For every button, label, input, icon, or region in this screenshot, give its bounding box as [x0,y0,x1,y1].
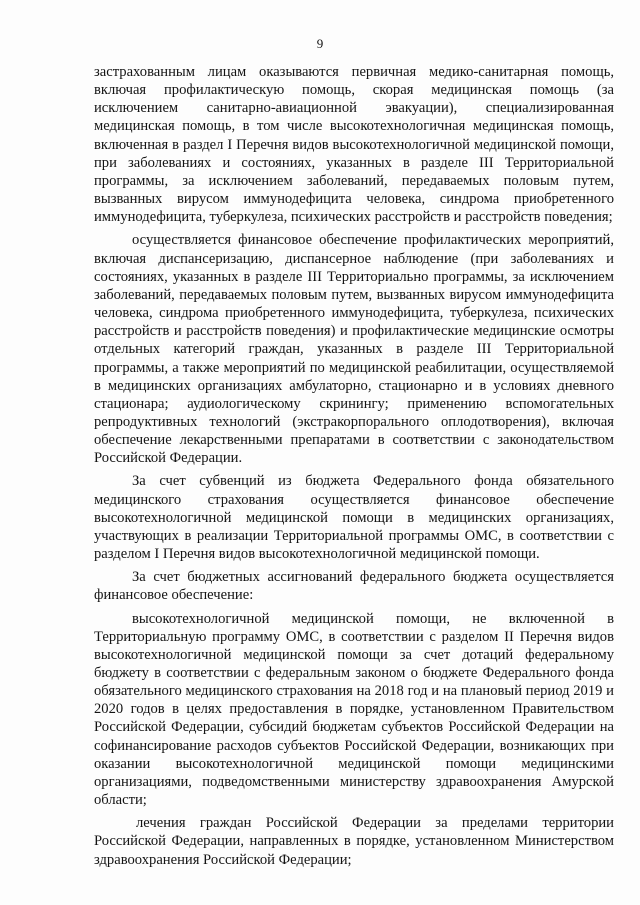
paragraph-high-tech-care: высокотехнологичной медицинской помощи, не включенной в Территориальную программу ОМС, в соответствии с разделом II Перечня видов высокотехнологичной медицинской помощи за счет дотаций федеральному бюджету в соответствии с федеральным законом о бюджете Федерального фонда обязательного медицинского страхования на 2018 год и на плановый период 2019 и 2020 годов в целях предоставления в порядке, установленном Правительством Российской Федерации, субсидий бюджетам субъектов Российской Федерации на софинансирование расходов субъектов Российской Федерации, возникающих при оказании высокотехнологичной медицинской помощи медицинскими организациями, подведомственными министерству здравоохранения Амурской области; [94,610,614,809]
paragraph-federal-budget: За счет бюджетных ассигнований федерального бюджета осуществляется финансовое обеспечение: [94,569,614,604]
page-number: 9 [316,36,324,51]
paragraph-preventive-financing: осуществляется финансовое обеспечение профилактических мероприятий, включая диспансеризацию, диспансерное наблюдение (при заболеваниях и состояниях, указанных в разделе III Территориально программы, за исключением заболеваний, передаваемых половым путем, вызванных вирусом иммунодефицита человека, синдрома приобретенного иммунодефицита, туберкулеза, психических расстройств и расстройств поведения) и профилактические медицинские осмотры отдельных категорий граждан, указанных в разделе III Территориальной программы, а также мероприятий по медицинской реабилитации, осуществляемой в медицинских организациях амбулаторно, стационарно и в условиях дневного стационара; аудиологическому скринингу; применению вспомогательных репродуктивных технологий (экстракорпорального оплодотворения), включая обеспечение лекарственными препаратами в соответствии с законодательством Российской Федерации. [94,232,614,467]
paragraph-treatment-abroad: лечения граждан Российской Федерации за пределами территории Российской Федерации, направленных в порядке, установленном Министерством здравоохранения Российской Федерации; [94,815,614,868]
paragraph-insured-care: застрахованным лицам оказываются первичная медико-санитарная помощь, включая профилактическую помощь, скорая медицинская помощь (за исключением санитарно-авиационной эвакуации), специализированная медицинская помощь, в том числе высокотехнологичная медицинская помощь, включенная в раздел I Перечня видов высокотехнологичной медицинской помощи, при заболеваниях и состояниях, указанных в разделе III Территориальной программы, за исключением заболеваний, передаваемых половым путем, вызванных вирусом иммунодефицита человека, синдрома приобретенного иммунодефицита, туберкулеза, психических расстройств и расстройств поведения; [94,64,614,226]
paragraph-subventions: За счет субвенций из бюджета Федерального фонда обязательного медицинского страхования осуществляется финансовое обеспечение высокотехнологичной медицинской помощи в медицинских организациях, участвующих в реализации Территориальной программы ОМС, в соответствии с разделом I Перечня видов высокотехнологичной медицинской помощи. [94,473,614,563]
document-body [94,63,614,874]
